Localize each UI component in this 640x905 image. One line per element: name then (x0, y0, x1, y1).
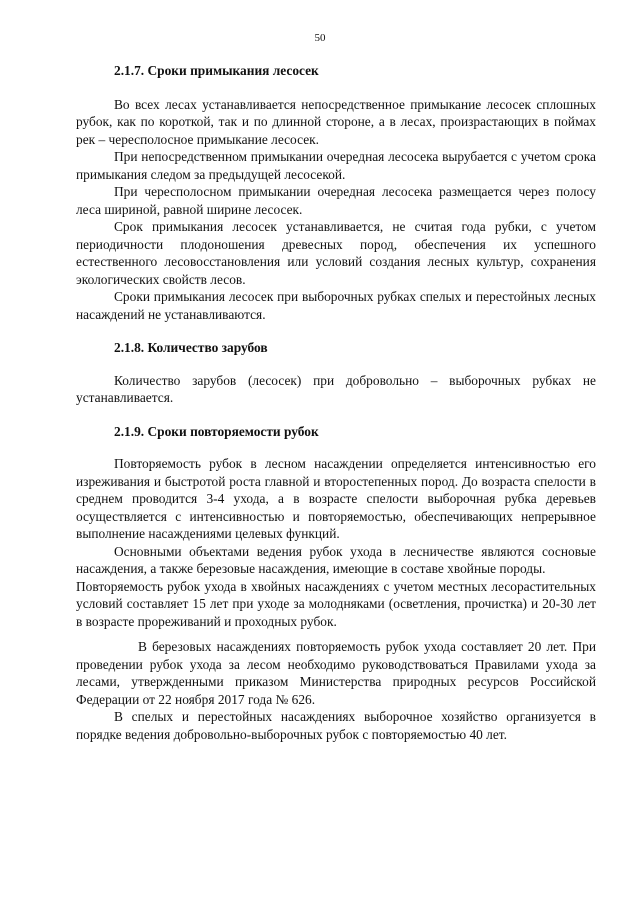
paragraph: Повторяемость рубок ухода в хвойных насаждениях с учетом местных лесорастительных условий составляет 15 лет при уходе за молодняками (осветления, прочистка) и 20-30 лет в возрасте прореживаний и проходных рубок. (76, 578, 596, 629)
paragraph: При непосредственном примыкании очередная лесосека вырубается с учетом срока примыкания следом за предыдущей лесосекой. (76, 149, 596, 182)
page-number: 50 (314, 32, 326, 44)
paragraph: Количество зарубов (лесосек) при добровольно – выборочных рубках не устанавливается. (76, 372, 596, 405)
paragraph: При чересполосном примыкании очередная лесосека размещается через полосу леса шириной, равной ширине лесосек. (76, 184, 596, 217)
document-body (76, 62, 596, 759)
section-heading: 2.1.8. Количество зарубов (114, 340, 268, 355)
paragraph: Во всех лесах устанавливается непосредственное примыкание лесосек сплошных рубок, как по короткой, так и по длинной стороне, а в лесах, произрастающих в поймах рек – чересполосное примыкание лесосек. (76, 96, 596, 147)
section-repeat-terms (76, 423, 596, 744)
paragraph: Срок примыкания лесосек устанавливается, не считая года рубки, с учетом периодичности плодоношения древесных пород, обеспечения их успешного естественного лесовосстановления или условий создания лесных культур, сохранения экологических свойств лесов. (76, 219, 596, 287)
paragraph: Повторяемость рубок в лесном насаждении определяется интенсивностью его изреживания и быстротой роста главной и второстепенных пород. До возраста спелости в среднем проводится 3-4 ухода, а в возрасте спелости выборочная рубка деревьев осуществляется с интенсивностью и повторяемостью, обеспечивающих непрерывное выполнение насаждениями целевых функций. (76, 456, 596, 541)
section-cut-count (76, 339, 596, 407)
section-heading: 2.1.9. Сроки повторяемости рубок (114, 423, 319, 439)
paragraph: Основными объектами ведения рубок ухода в лесничестве являются сосновые насаждения, а также березовые насаждения, имеющие в составе хвойные породы. (76, 543, 596, 576)
paragraph: В спелых и перестойных насаждениях выборочное хозяйство организуется в порядке ведения добровольно-выборочных рубок с повторяемостью 40 лет. (76, 709, 596, 742)
section-adjacency-terms (76, 62, 596, 323)
section-heading: 2.1.7. Сроки примыкания лесосек (114, 63, 319, 78)
paragraph: Сроки примыкания лесосек при выборочных рубках спелых и перестойных лесных насаждений не устанавливаются. (76, 289, 596, 322)
paragraph: В березовых насаждениях повторяемость рубок ухода составляет 20 лет. При проведении рубок ухода за лесом необходимо руководствоваться Правилами ухода за лесами, утвержденными приказом Министерства природных ресурсов Российской Федерации от 22 ноября 2017 года № 626. (76, 639, 596, 707)
